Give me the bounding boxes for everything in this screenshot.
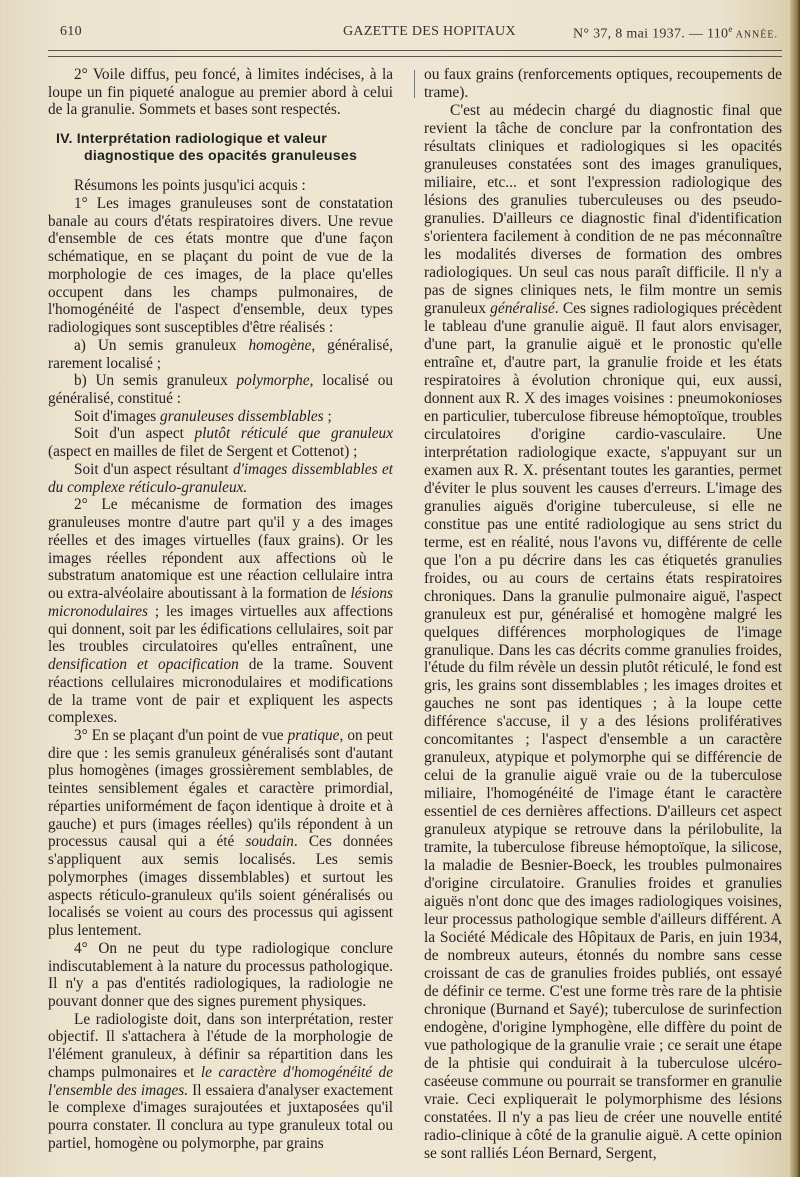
paragraph: 2° Voile diffus, peu foncé, à limites indécises, à la loupe un fin piqueté analogue au premier abord à celui de la granulie. Sommets et bases sont respectés. <box>48 66 393 119</box>
italic-run: soudain <box>245 833 294 851</box>
italic-run: granuleuses dissemblables <box>160 407 324 425</box>
issue-sup: e <box>728 24 733 34</box>
text-run: C'est au médecin chargé du diagnostic final que revient la tâche de conclure par la confrontation des résultats cliniques et radiologiques si les opacités granuleuses constatées sont des images granuliques, miliaire, etc... et sont l'expression radiologique des lésions des granulies tuberculeuses ou des pseudo-granulies. D'ailleurs ce diagnostic final d'identification s'orientera facilement à condition de ne pas méconnaître les modalités diverses de formation des ombres radiologiques. Un seul cas nous paraît difficile. Il n'y a pas de signes cliniques nets, le film montre un semis granuleux <box>424 101 782 317</box>
paragraph <box>48 461 393 496</box>
text-run: Soit d'un aspect résultant <box>74 460 233 478</box>
text-run: (aspect en mailles de filet de Sergent et Cottenot) ; <box>48 443 358 461</box>
issue-info <box>573 24 778 43</box>
paragraph <box>48 727 393 940</box>
page-number: 610 <box>60 24 82 39</box>
text-run: ; <box>323 407 332 425</box>
heading-line-1: IV. Interprétation radiologique et valeur <box>56 131 327 148</box>
italic-run: le caractère d'homogénéité de l'ensemble des images. <box>48 1063 393 1099</box>
italic-run: lésions micronodulaires <box>48 585 393 620</box>
issue-number: N° 37, 8 mai 1937. — 110 <box>572 26 729 42</box>
italic-run: densification et opacification <box>48 656 239 674</box>
text-run: . Ces signes radiologiques précèdent le tableau d'une granulie aiguë. Il faut alors envisager, d'une part, la granulie aiguë et le pronostic qu'elle entraîne et, d'autre part, la granulie froide et les états respiratoires à évolution chronique qui, eux aussi, donnent aux R. X des images voisines : pneumokonioses en particulier, tuberculose fibreuse hémoptoïque, troubles circulatoires d'origine cardio-vasculaire. Une interprétation radiologique exacte, s'appuyant sur un examen aux R. X. présentant toutes les garanties, permet d'éviter le plus souvent les causes d'erreurs. L'image des granulies aiguës d'origine tuberculeuse, si elle ne constitue pas une entité radiologique au sens strict du terme, est en réalité, nous l'avons vu, différente de celle que l'on a pu décrire dans les cas étiquetés granulies froides, ou au cours de certains états respiratoires chroniques. Dans la granulie pulmonaire aiguë, l'aspect granuleux est pur, généralisé et homogène malgré les quelques différences morphologiques de l'image granulique. Dans les cas décrits comme granulies froides, l'étude du film révèle un dessin plutôt réticulé, le fond est gris, les grains sont dissemblables ; les images droites et gauches ne sont pas identiques ; à la loupe cette différence s'accuse, il y a des lésions prolifératives concomitantes ; l'aspect d'ensemble a un caractère granuleux, atypique et polymorphe qui se différencie de celui de la granulie aiguë vraie ou de la tuberculose miliaire, l'homogénéité de l'image étant le caractère essentiel de ces dernières affections. D'ailleurs cet aspect granuleux atypique se retrouve dans la périlobulite, la tramite, la tuberculose fibreuse hémoptoïque, la silicose, la maladie de Besnier-Boeck, les troubles pulmonaires d'origine circulatoire. Granulies froides et granulies aiguës n'ont donc que des images radiologiques voisines, leur processus pathologique semble d'ailleurs différent. A la Société Médicale des Hôpitaux de Paris, en juin 1934, de nombreux auteurs, étonnés du nombre sans cesse croissant de cas de granulies froides publiés, ont essayé de définir ce terme. C'est une forme très rare de la phtisie chronique (Burnand et Sayé); tuberculose de surinfection endogène, d'origine lymphogène, elle diffère du point de vue pathologique de la granulie vraie ; ce serait une étape de la phtisie qui conduirait à la tuberculose ulcéro-caséeuse commune ou pourrait se transformer en granulie vraie. Ceci expliquerait le polymorphisme des lésions constatées. Il n'y a pas lieu de créer une nouvelle entité radio-clinique à côté de la granulie aiguë. A cette opinion se sont ralliés Léon Bernard, Sergent, <box>424 299 782 1163</box>
italic-run: polymorphe <box>236 372 310 390</box>
paragraph: 1° Les images granuleuses sont de constatation banale au cours d'états respiratoires divers. Une revue d'ensemble de ces états montre que d'une façon schématique, en se plaçant du point de vue de la morphologie de ces images, de la place qu'elles occupent dans les champs pulmonaires, de l'homogénéité de l'aspect d'ensemble, deux types radiologiques sont susceptibles d'être réalisés : <box>48 194 393 337</box>
section-heading <box>48 131 393 165</box>
text-run: b) Un semis granuleux <box>74 372 237 390</box>
journal-title: GAZETTE DES HOPITAUX <box>343 24 516 39</box>
paragraph <box>48 1011 393 1153</box>
text-run: , on peut dire que : les semis granuleux généralisés sont d'autant plus homogènes (images grossièrement semblables, de teintes sensiblement égales et caractère primordial, réparties uniformément de façon identique à droite et à gauche) et purs (images réelles) qu'ils répondent à un processus causal qui a été <box>48 726 393 851</box>
text-run: . Ces données s'appliquent aux semis localisés. Les semis polymorphes (images dissemblables) et surtout les aspects réticulo-granuleux qu'ils soient généralisés ou localisés se voient au cours des processus qui agissent plus lentement. <box>48 833 394 940</box>
heading-line-2: diagnostique des opacités granuleuses <box>83 148 358 165</box>
paragraph <box>48 337 393 372</box>
running-header <box>60 24 786 48</box>
paragraph: 4° On ne peut du type radiologique conclure indiscutablement à la nature du processus pathologique. Il n'y a pas d'entités radiologiques, la radiologie ne pouvant donner que des signes purement physiques. <box>48 939 393 1010</box>
text-run: Soit d'images <box>74 407 161 425</box>
left-column <box>48 66 393 1153</box>
text-run: , généralisé, rarement localisé ; <box>48 336 393 372</box>
text-run: Soit d'un aspect <box>74 425 195 443</box>
column-rule <box>414 70 415 98</box>
issue-annee: ANNÉE. <box>732 29 778 41</box>
page-edge <box>790 0 800 1177</box>
text-run: 3° En se plaçant d'un point de vue <box>74 726 288 744</box>
italic-run: homogène <box>248 336 312 354</box>
paragraph <box>48 408 393 426</box>
text-run: Il essaiera d'analyser exactement le complexe d'images surajoutées et juxtaposées qu'il pourra constater. Il conclura au type granuleux total ou partiel, homogène ou polymorphe, par grains <box>48 1081 394 1152</box>
text-run: , localisé ou généralisé, constitué : <box>48 372 393 408</box>
text-run: Le radiologiste doit, dans son interprétation, rester objectif. Il s'attachera à l'étude de la morphologie de l'élément granuleux, à définir sa répartition dans les champs pulmonaires et <box>48 1010 393 1081</box>
italic-run: plutôt réticulé que granuleux <box>194 425 393 443</box>
text-run: de la trame. Souvent réactions cellulaires micronodulaires et modifications de la trame vont de pair et expliquent les aspects complexes. <box>48 656 393 727</box>
text-run: 2° Le mécanisme de formation des images granuleuses montre d'autre part qu'il y a des images réelles et des images virtuelles (faux grains). Or les images réelles répondent aux affections où le substratum anatomique est une réaction cellulaire intra ou extra-alvéolaire aboutissant à la formation de <box>48 496 393 603</box>
italic-run: généralisé <box>490 299 555 317</box>
paragraph <box>48 372 393 407</box>
text-run: ; les images virtuelles aux affections qui donnent, soit par les édifications cellulaires, soit par les troubles circulatoires qu'elles entraînent, une <box>48 602 393 656</box>
paragraph <box>48 496 393 727</box>
paragraph: ou faux grains (renforcements optiques, recoupements de trame). <box>424 66 782 101</box>
paragraph <box>48 425 393 460</box>
text-run: a) Un semis granuleux <box>74 336 249 354</box>
italic-run: pratique <box>287 726 340 744</box>
paragraph <box>424 102 782 1163</box>
right-column <box>424 66 782 1163</box>
paragraph: Résumons les points jusqu'ici acquis : <box>74 177 306 195</box>
italic-run: d'images dissemblables et du complexe réticulo-granuleux. <box>48 460 393 496</box>
header-rule <box>48 50 782 57</box>
